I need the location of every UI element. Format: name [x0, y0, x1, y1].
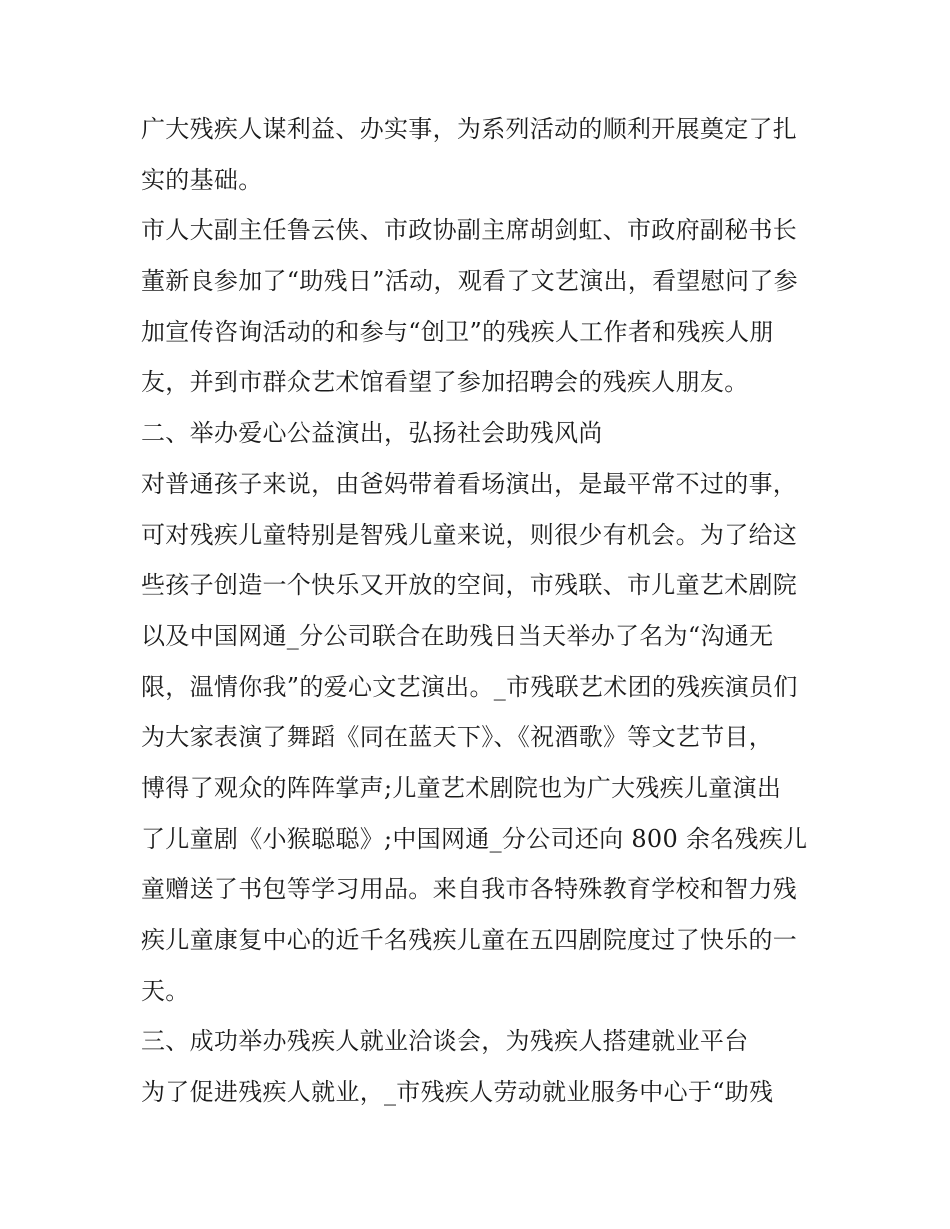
- text-line: 疾儿童康复中心的近千名残疾儿童在五四剧院度过了快乐的一: [141, 926, 798, 954]
- section-heading: 二、举办爱心公益演出，弘扬社会助残风尚: [141, 419, 603, 448]
- text-line: 以及中国网通_分公司联合在助残日当天举办了名为“沟通无: [141, 621, 774, 650]
- text-line: 为大家表演了舞蹈《同在蓝天下》、《祝酒歌》等文艺节目，: [141, 723, 774, 752]
- text-line: 天。: [141, 976, 190, 1005]
- text-line: 广大残疾人谋利益、办实事，为系列活动的顺利开展奠定了扎: [141, 115, 798, 143]
- text-line: 董新良参加了“助残日”活动，观看了文艺演出，看望慰问了参: [141, 267, 798, 296]
- text-line: 些孩子创造一个快乐又开放的空间，市残联、市儿童艺术剧院: [141, 571, 798, 600]
- text-line: 可对残疾儿童特别是智残儿童来说，则很少有机会。为了给这: [141, 520, 798, 549]
- text-line: 实的基础。: [141, 165, 263, 194]
- text-line: 对普通孩子来说，由爸妈带着看场演出，是最平常不过的事，: [141, 469, 798, 498]
- text-line: 限，温情你我”的爱心文艺演出。_市残联艺术团的残疾演员们: [141, 672, 798, 701]
- body-text: [141, 104, 821, 1118]
- section-heading: 三、成功举办残疾人就业洽谈会，为残疾人搭建就业平台: [141, 1027, 749, 1056]
- text-line: 了儿童剧《小猴聪聪》;中国网通_分公司还向 800 余名残疾儿: [141, 824, 808, 853]
- text-line: 市人大副主任鲁云侠、市政协副主席胡剑虹、市政府副秘书长: [141, 216, 798, 245]
- text-line: 加宣传咨询活动的和参与“创卫”的残疾人工作者和残疾人朋: [141, 317, 774, 346]
- text-line: 童赠送了书包等学习用品。来自我市各特殊教育学校和智力残: [141, 875, 798, 904]
- text-line: 为了促进残疾人就业，_市残疾人劳动就业服务中心于“助残: [141, 1078, 774, 1107]
- text-line: 友，并到市群众艺术馆看望了参加招聘会的残疾人朋友。: [141, 368, 749, 397]
- text-line: 博得了观众的阵阵掌声;儿童艺术剧院也为广大残疾儿童演出: [141, 773, 782, 802]
